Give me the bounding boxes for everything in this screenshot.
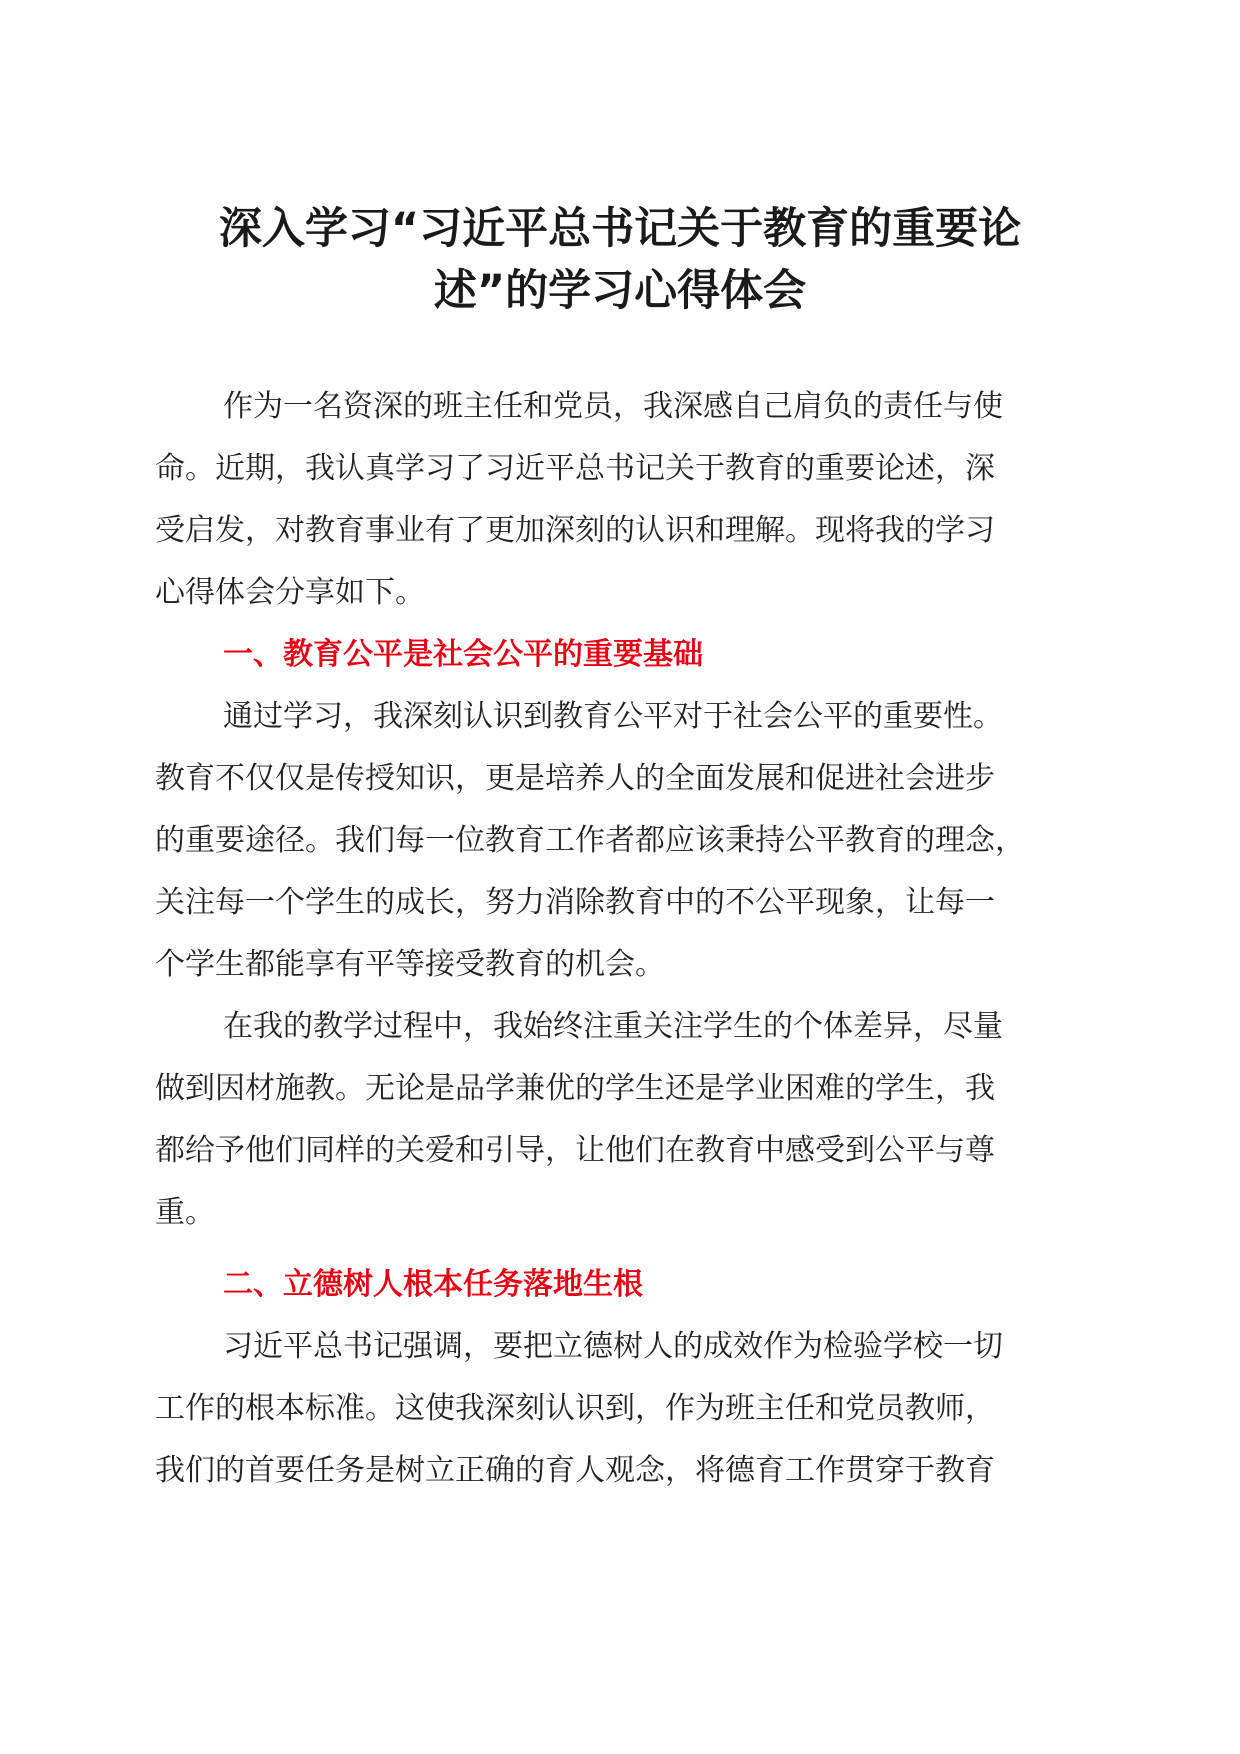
paragraph-line: 在我的教学过程中，我始终注重关注学生的个体差异，尽量 (223, 1009, 1003, 1044)
intro-paragraph-line: 作为一名资深的班主任和党员，我深感自己肩负的责任与使 (223, 389, 1003, 424)
paragraph-line: 通过学习，我深刻认识到教育公平对于社会公平的重要性。 (223, 699, 1003, 734)
paragraph-line: 做到因材施教。无论是品学兼优的学生还是学业困难的学生，我 (155, 1071, 995, 1106)
document-body (155, 376, 1075, 1502)
document-title (150, 196, 1090, 320)
intro-paragraph-line: 心得体会分享如下。 (155, 575, 425, 610)
paragraph-line: 重。 (155, 1195, 215, 1230)
intro-paragraph-line: 受启发，对教育事业有了更加深刻的认识和理解。现将我的学习 (155, 513, 995, 548)
section-heading: 一、教育公平是社会公平的重要基础 (223, 637, 703, 672)
intro-paragraph-line: 命。近期，我认真学习了习近平总书记关于教育的重要论述，深 (155, 451, 995, 486)
paragraph-line: 工作的根本标准。这使我深刻认识到，作为班主任和党员教师， (155, 1391, 995, 1426)
paragraph-line: 教育不仅仅是传授知识，更是培养人的全面发展和促进社会进步 (155, 761, 995, 796)
spacer (155, 1244, 1075, 1254)
paragraph-line: 习近平总书记强调，要把立德树人的成效作为检验学校一切 (223, 1329, 1003, 1364)
title-line: 深入学习“习近平总书记关于教育的重要论 (218, 204, 1022, 254)
title-line: 述”的学习心得体会 (433, 266, 807, 316)
paragraph-line: 的重要途径。我们每一位教育工作者都应该秉持公平教育的理念， (155, 823, 1025, 858)
paragraph-line: 我们的首要任务是树立正确的育人观念，将德育工作贯穿于教育 (155, 1453, 995, 1488)
section-heading: 二、立德树人根本任务落地生根 (223, 1267, 643, 1302)
paragraph-line: 个学生都能享有平等接受教育的机会。 (155, 947, 665, 982)
paragraph-line: 都给予他们同样的关爱和引导，让他们在教育中感受到公平与尊 (155, 1133, 995, 1168)
paragraph-line: 关注每一个学生的成长，努力消除教育中的不公平现象，让每一 (155, 885, 995, 920)
